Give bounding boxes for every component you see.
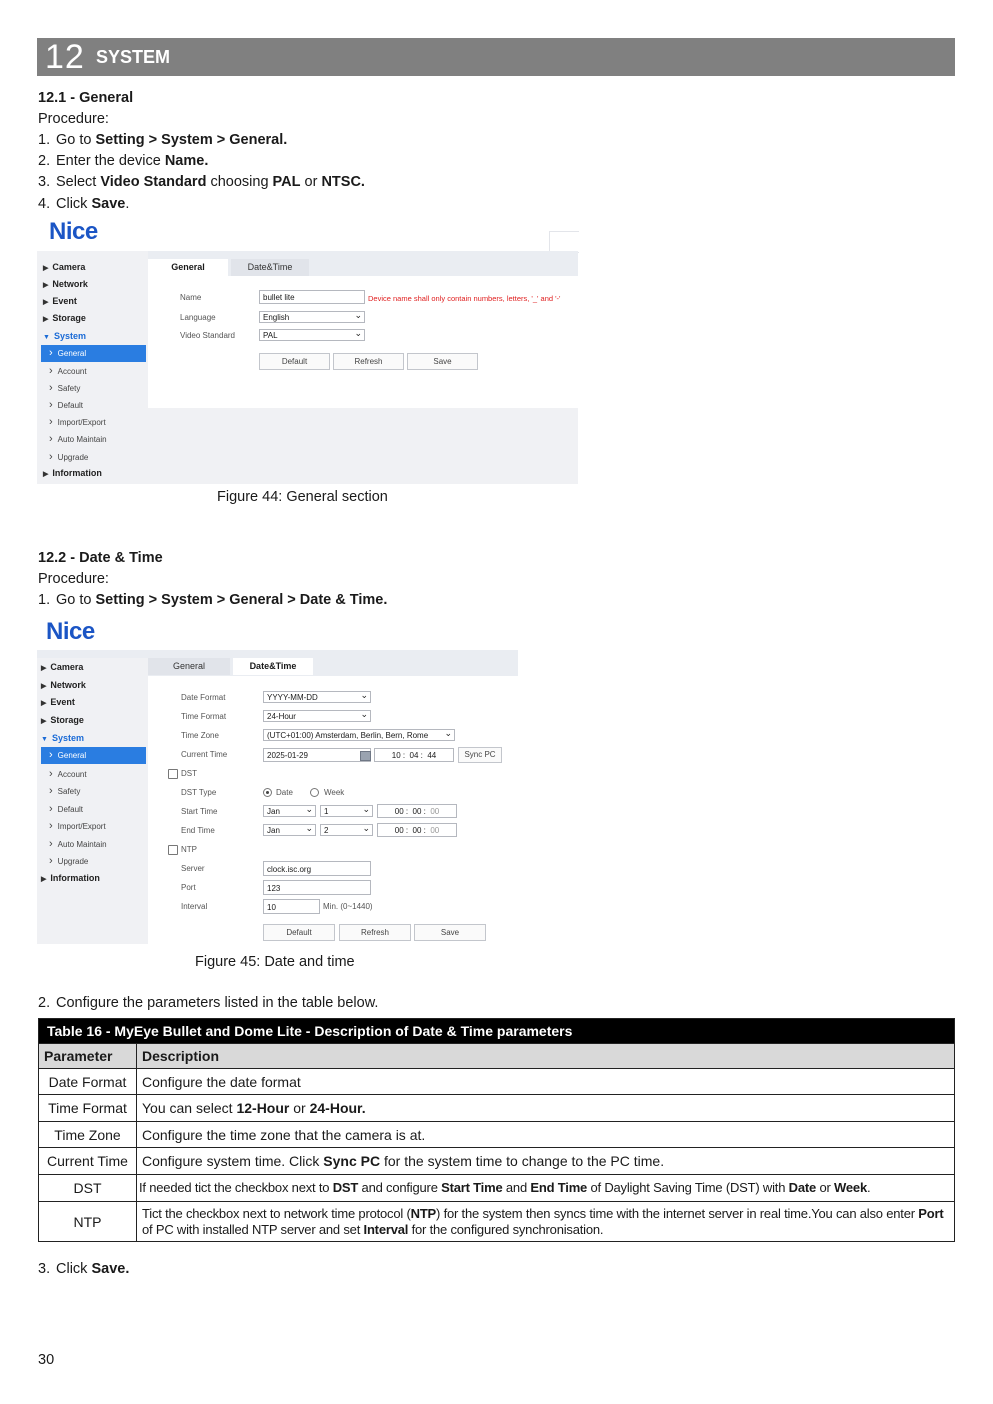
time-format-select[interactable]: 24-Hour ⌄ bbox=[263, 710, 371, 722]
param-cell: Time Zone bbox=[39, 1122, 137, 1148]
save-button[interactable]: Save bbox=[414, 924, 486, 941]
end-day-select[interactable]: 2 ⌄ bbox=[320, 824, 373, 836]
label-video-standard: Video Standard bbox=[180, 331, 236, 340]
table-row bbox=[39, 1069, 955, 1095]
menu-default[interactable]: › Default bbox=[49, 399, 83, 411]
menu-upgrade[interactable]: › Upgrade bbox=[49, 855, 88, 867]
param-cell: NTP bbox=[39, 1202, 137, 1242]
dst-week-radio[interactable] bbox=[310, 788, 319, 797]
label-time-format: Time Format bbox=[181, 712, 227, 721]
table-row bbox=[39, 1175, 955, 1202]
dst-date-radio[interactable] bbox=[263, 788, 272, 797]
chapter-header bbox=[37, 38, 955, 76]
chapter-title: SYSTEM bbox=[96, 47, 171, 67]
label-start-time: Start Time bbox=[181, 807, 218, 816]
step-2-2: 2. Configure the parameters listed in the table below. bbox=[38, 995, 379, 1011]
menu-default[interactable]: › Default bbox=[49, 803, 83, 815]
label-server: Server bbox=[181, 864, 205, 873]
label-language: Language bbox=[180, 313, 216, 322]
label-port: Port bbox=[181, 883, 196, 892]
date-format-select[interactable]: YYYY-MM-DD ⌄ bbox=[263, 691, 371, 703]
step-1: 1. Go to Setting > System > General. bbox=[38, 132, 288, 148]
table-row bbox=[39, 1148, 955, 1175]
menu-account[interactable]: › Account bbox=[49, 768, 87, 780]
procedure-label: Procedure: bbox=[38, 111, 109, 127]
video-standard-select[interactable]: PAL ⌄ bbox=[259, 329, 365, 341]
table-title: Table 16 - MyEye Bullet and Dome Lite - Description of Date & Time parameters bbox=[39, 1019, 955, 1044]
dst-date-label: Date bbox=[276, 788, 293, 797]
table-row bbox=[39, 1122, 955, 1148]
menu-account[interactable]: › Account bbox=[49, 365, 87, 377]
label-name: Name bbox=[180, 293, 202, 302]
server-input[interactable]: clock.isc.org bbox=[263, 861, 371, 876]
table-row bbox=[39, 1202, 955, 1242]
menu-upgrade[interactable]: › Upgrade bbox=[49, 451, 88, 463]
top-bar-box bbox=[549, 231, 579, 253]
dst-week-label: Week bbox=[324, 788, 345, 797]
desc-cell: Configure the time zone that the camera is at. bbox=[137, 1122, 955, 1148]
name-input[interactable]: bullet lite bbox=[259, 290, 365, 304]
date-time-parameters-table bbox=[38, 1018, 955, 1242]
menu-auto-maintain[interactable]: › Auto Maintain bbox=[49, 838, 107, 850]
menu-system[interactable]: ▼ System bbox=[41, 733, 84, 743]
table-row bbox=[39, 1095, 955, 1122]
menu-safety[interactable]: › Safety bbox=[49, 785, 80, 797]
label-end-time: End Time bbox=[181, 826, 215, 835]
param-cell: Time Format bbox=[39, 1095, 137, 1122]
menu-auto-maintain[interactable]: › Auto Maintain bbox=[49, 433, 107, 445]
label-dst: DST bbox=[181, 769, 197, 778]
page-number: 30 bbox=[38, 1352, 55, 1368]
content-footer bbox=[148, 408, 578, 484]
current-time-input[interactable]: 10 : 04 : 44 bbox=[374, 748, 454, 762]
end-time-input[interactable]: 00 : 00 : 00 bbox=[377, 823, 457, 837]
menu-general[interactable]: › General bbox=[41, 747, 146, 764]
port-input[interactable]: 123 bbox=[263, 880, 371, 895]
ntp-checkbox[interactable] bbox=[168, 845, 178, 855]
label-time-zone: Time Zone bbox=[181, 731, 219, 740]
save-button[interactable]: Save bbox=[407, 353, 478, 370]
menu-event[interactable]: ▶ Event bbox=[41, 697, 75, 707]
start-time-input[interactable]: 00 : 00 : 00 bbox=[377, 804, 457, 818]
dst-checkbox[interactable] bbox=[168, 769, 178, 779]
default-button[interactable]: Default bbox=[259, 353, 330, 370]
language-select[interactable]: English ⌄ bbox=[259, 311, 365, 323]
label-dst-type: DST Type bbox=[181, 788, 217, 797]
tab-general[interactable]: General bbox=[148, 259, 228, 276]
interval-input[interactable]: 10 bbox=[263, 899, 320, 914]
menu-camera[interactable]: ▶ Camera bbox=[41, 662, 83, 672]
column-header-description: Description bbox=[137, 1044, 955, 1069]
menu-information[interactable]: ▶ Information bbox=[43, 468, 102, 478]
menu-import-export[interactable]: › Import/Export bbox=[49, 820, 106, 832]
nice-logo: Nice bbox=[46, 618, 95, 645]
desc-cell: You can select 12-Hour or 24-Hour. bbox=[137, 1095, 955, 1122]
calendar-icon[interactable] bbox=[360, 751, 371, 761]
menu-system[interactable]: ▼ System bbox=[43, 331, 86, 341]
figure-general-screenshot bbox=[37, 215, 578, 484]
column-header-parameter: Parameter bbox=[39, 1044, 137, 1069]
label-date-format: Date Format bbox=[181, 693, 226, 702]
name-error-message: Device name shall only contain numbers, letters, '_' and '-' bbox=[368, 294, 561, 303]
figure-44-caption: Figure 44: General section bbox=[217, 489, 388, 505]
section-heading-date-time: 12.2 - Date & Time bbox=[38, 550, 163, 566]
procedure-label-2: Procedure: bbox=[38, 571, 109, 587]
desc-cell: Configure system time. Click Sync PC for the system time to change to the PC time. bbox=[137, 1148, 955, 1175]
end-month-select[interactable]: Jan ⌄ bbox=[263, 824, 316, 836]
default-button[interactable]: Default bbox=[263, 924, 335, 941]
current-date-input[interactable]: 2025-01-29 bbox=[263, 748, 371, 762]
menu-import-export[interactable]: › Import/Export bbox=[49, 416, 106, 428]
chapter-number: 12 bbox=[45, 38, 85, 76]
step-4: 4. Click Save. bbox=[38, 196, 130, 212]
menu-network[interactable]: ▶ Network bbox=[43, 279, 88, 289]
step-2: 2. Enter the device Name. bbox=[38, 153, 209, 169]
menu-safety[interactable]: › Safety bbox=[49, 382, 80, 394]
param-cell: DST bbox=[39, 1175, 137, 1202]
interval-hint: Min. (0~1440) bbox=[323, 902, 373, 911]
figure-45-caption: Figure 45: Date and time bbox=[195, 954, 355, 970]
step-2-3: 3. Click Save. bbox=[38, 1261, 130, 1277]
sync-pc-button[interactable]: Sync PC bbox=[458, 747, 502, 763]
menu-information[interactable]: ▶ Information bbox=[41, 873, 100, 883]
refresh-button[interactable]: Refresh bbox=[333, 353, 404, 370]
nice-logo: Nice bbox=[49, 218, 98, 245]
param-cell: Current Time bbox=[39, 1148, 137, 1175]
start-month-select[interactable]: Jan ⌄ bbox=[263, 805, 316, 817]
label-current-time: Current Time bbox=[181, 750, 228, 759]
start-day-select[interactable]: 1 ⌄ bbox=[320, 805, 373, 817]
tab-date-time[interactable]: Date&Time bbox=[233, 658, 313, 675]
param-cell: Date Format bbox=[39, 1069, 137, 1095]
tab-date-time[interactable]: Date&Time bbox=[231, 259, 309, 276]
section-heading-general: 12.1 - General bbox=[38, 90, 134, 106]
menu-storage[interactable]: ▶ Storage bbox=[41, 715, 84, 725]
menu-camera[interactable]: ▶ Camera bbox=[43, 262, 85, 272]
refresh-button[interactable]: Refresh bbox=[339, 924, 411, 941]
menu-network[interactable]: ▶ Network bbox=[41, 680, 86, 690]
figure-date-time-screenshot bbox=[37, 614, 518, 944]
desc-cell: Configure the date format bbox=[137, 1069, 955, 1095]
step-2-1: 1. Go to Setting > System > General > Date & Time. bbox=[38, 592, 388, 608]
menu-event[interactable]: ▶ Event bbox=[43, 296, 77, 306]
step-3: 3. Select Video Standard choosing PAL or NTSC. bbox=[38, 174, 365, 190]
label-interval: Interval bbox=[181, 902, 208, 911]
menu-general[interactable]: › General bbox=[41, 345, 146, 362]
desc-cell: If needed tict the checkbox next to DST and configure Start Time and End Time of Daylight Saving Time (DST) with Date or Week. bbox=[137, 1175, 955, 1202]
desc-cell: Tict the checkbox next to network time protocol (NTP) for the system then syncs time with the internet server in real time.You can also enter Port of PC with installed NTP server and set Interval for the configured synchronisation. bbox=[137, 1202, 955, 1242]
tab-general[interactable]: General bbox=[148, 658, 230, 675]
label-ntp: NTP bbox=[181, 845, 197, 854]
menu-storage[interactable]: ▶ Storage bbox=[43, 313, 86, 323]
time-zone-select[interactable]: (UTC+01:00) Amsterdam, Berlin, Bern, Rome ⌄ bbox=[263, 729, 455, 741]
